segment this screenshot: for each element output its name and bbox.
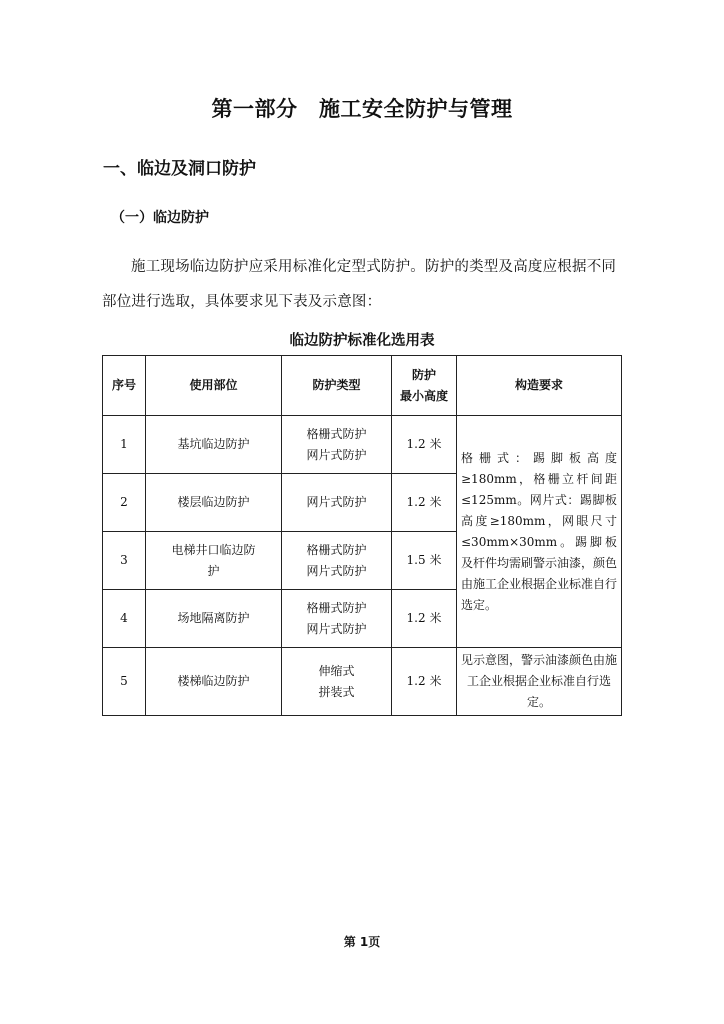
section-heading: 一、临边及洞口防护	[103, 159, 256, 179]
header-no: 序号	[103, 356, 146, 416]
cell-no: 5	[103, 648, 146, 716]
cell-no: 3	[103, 532, 146, 590]
table-row	[103, 648, 622, 716]
cell-type: 格栅式防护 网片式防护	[282, 416, 392, 474]
cell-type: 伸缩式 拼装式	[282, 648, 392, 716]
header-min-height: 防护 最小高度	[392, 356, 457, 416]
intro-paragraph: 施工现场临边防护应采用标准化定型式防护。防护的类型及高度应根据不同部位进行选取，具体要求见下表及示意图：	[102, 259, 617, 310]
cell-type: 格栅式防护 网片式防护	[282, 532, 392, 590]
page-number: 第 1页	[343, 935, 381, 949]
cell-height: 1.2 米	[392, 648, 457, 716]
header-requirements: 构造要求	[457, 356, 622, 416]
header-type: 防护类型	[282, 356, 392, 416]
table-row	[103, 416, 622, 474]
table-header-row	[103, 356, 622, 416]
cell-location: 场地隔离防护	[146, 590, 282, 648]
requirements-text: 格栅式：踢脚板高度≥180mm，格栅立杆间距≤125mm。网片式：踢脚板高度≥180mm，网眼尺寸≤30mm×30mm。踢脚板及杆件均需刷警示油漆，颜色由施工企业根据企业标准自行选定。	[461, 450, 618, 612]
protection-standard-table	[102, 355, 622, 716]
cell-type: 网片式防护	[282, 474, 392, 532]
cell-location: 电梯井口临边防 护	[146, 532, 282, 590]
cell-location: 楼层临边防护	[146, 474, 282, 532]
page-title: 第一部分 施工安全防护与管理	[211, 97, 513, 121]
cell-location: 楼梯临边防护	[146, 648, 282, 716]
cell-type: 格栅式防护 网片式防护	[282, 590, 392, 648]
subsection-heading: （一）临边防护	[111, 210, 209, 226]
cell-requirements-shared	[457, 416, 622, 648]
header-location: 使用部位	[146, 356, 282, 416]
cell-no: 2	[103, 474, 146, 532]
cell-height: 1.2 米	[392, 474, 457, 532]
table-caption: 临边防护标准化选用表	[289, 333, 435, 349]
cell-no: 1	[103, 416, 146, 474]
cell-height: 1.2 米	[392, 590, 457, 648]
cell-height: 1.5 米	[392, 532, 457, 590]
cell-requirements-stairs: 见示意图，警示油漆颜色由施工企业根据企业标准自行选定。	[457, 648, 622, 716]
cell-no: 4	[103, 590, 146, 648]
cell-height: 1.2 米	[392, 416, 457, 474]
cell-location: 基坑临边防护	[146, 416, 282, 474]
